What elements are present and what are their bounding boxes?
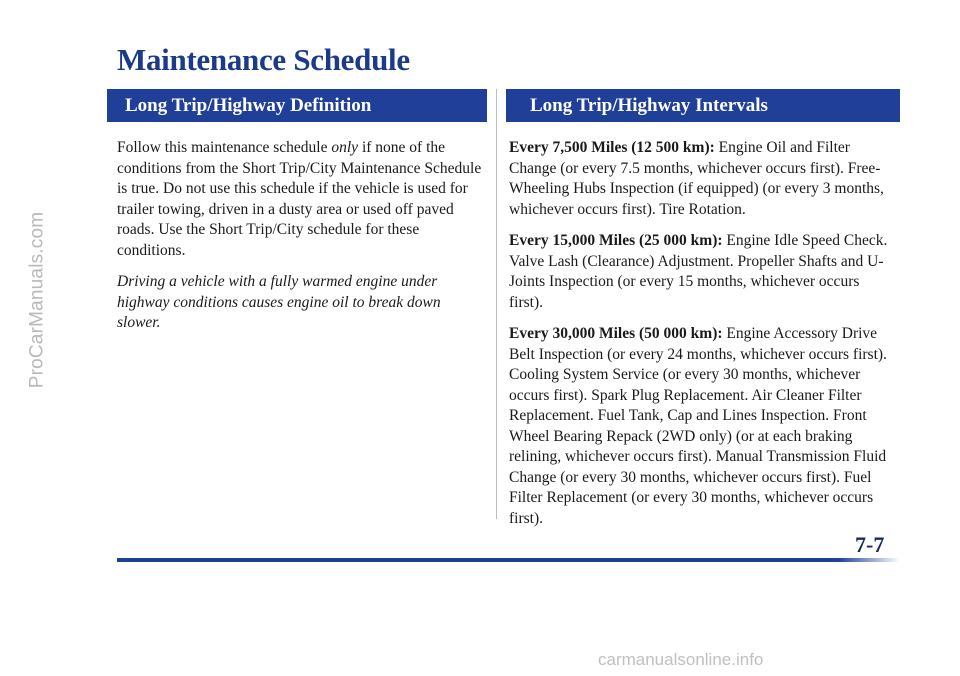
interval-text: Engine Idle Speed Check. Valve Lash (Clearance) Adjustment. Propeller Shafts and U-Joints Inspection (or every 15 months, whichever occurs first). — [509, 232, 888, 311]
definition-banner-label: Long Trip/Highway Definition — [125, 94, 372, 116]
interval-text: Engine Oil and Filter Change (or every 7.5 months, whichever occurs first). Free-Wheeling Hubs Inspection (if equipped) (or every 3 months, whichever occurs first). Tire Rotation. — [509, 139, 884, 218]
intervals-banner — [506, 89, 900, 122]
interval-heading: Every 7,500 Miles (12 500 km): — [509, 139, 715, 156]
definition-paragraph — [117, 138, 482, 261]
intervals-column — [509, 138, 897, 540]
definition-column — [117, 138, 482, 345]
interval-heading: Every 30,000 Miles (50 000 km): — [509, 325, 723, 342]
interval-text: Engine Accessory Drive Belt Inspection (or every 24 months, whichever occurs first). Cooling System Service (or every 30 months, whichever occurs first). Spark Plug Replacement. Air Cleaner Filter Replacement. Fuel Tank, Cap and Lines Inspection. Front Wheel Bearing Repack (2WD only) (or at each braking relining, whichever occurs first). Manual Transmission Fluid Change (or every 30 months, whichever occurs first). Fuel Filter Replacement (or every 30 months, whichever occurs first). — [509, 325, 887, 527]
side-watermark — [22, 70, 52, 530]
definition-emphasis: only — [331, 139, 359, 156]
page-number: 7-7 — [855, 532, 885, 557]
side-watermark-text: ProCarManuals.com — [26, 211, 48, 389]
definition-text-start: Follow this maintenance schedule — [117, 139, 332, 156]
interval-15000 — [509, 231, 897, 313]
page-title: Maintenance Schedule — [117, 42, 410, 77]
column-divider — [496, 89, 497, 519]
footer-rule — [117, 558, 840, 562]
interval-7500 — [509, 138, 897, 220]
highway-note: Driving a vehicle with a fully warmed engine under highway conditions causes engine oil to break down slower. — [117, 273, 441, 331]
definition-text-end: if none of the conditions from the Short Trip/City Maintenance Schedule is true. Do not use this schedule if the vehicle is used for trailer towing, driven in a dusty area or used off paved roads. Use the Short Trip/City schedule for these conditions. — [117, 139, 482, 259]
interval-heading: Every 15,000 Miles (25 000 km): — [509, 232, 723, 249]
footer-rule-fade — [838, 558, 900, 562]
footer-watermark: carmanualsonline.info — [598, 650, 764, 669]
intervals-banner-label: Long Trip/Highway Intervals — [530, 94, 768, 116]
definition-banner — [107, 89, 487, 122]
interval-30000 — [509, 324, 897, 529]
